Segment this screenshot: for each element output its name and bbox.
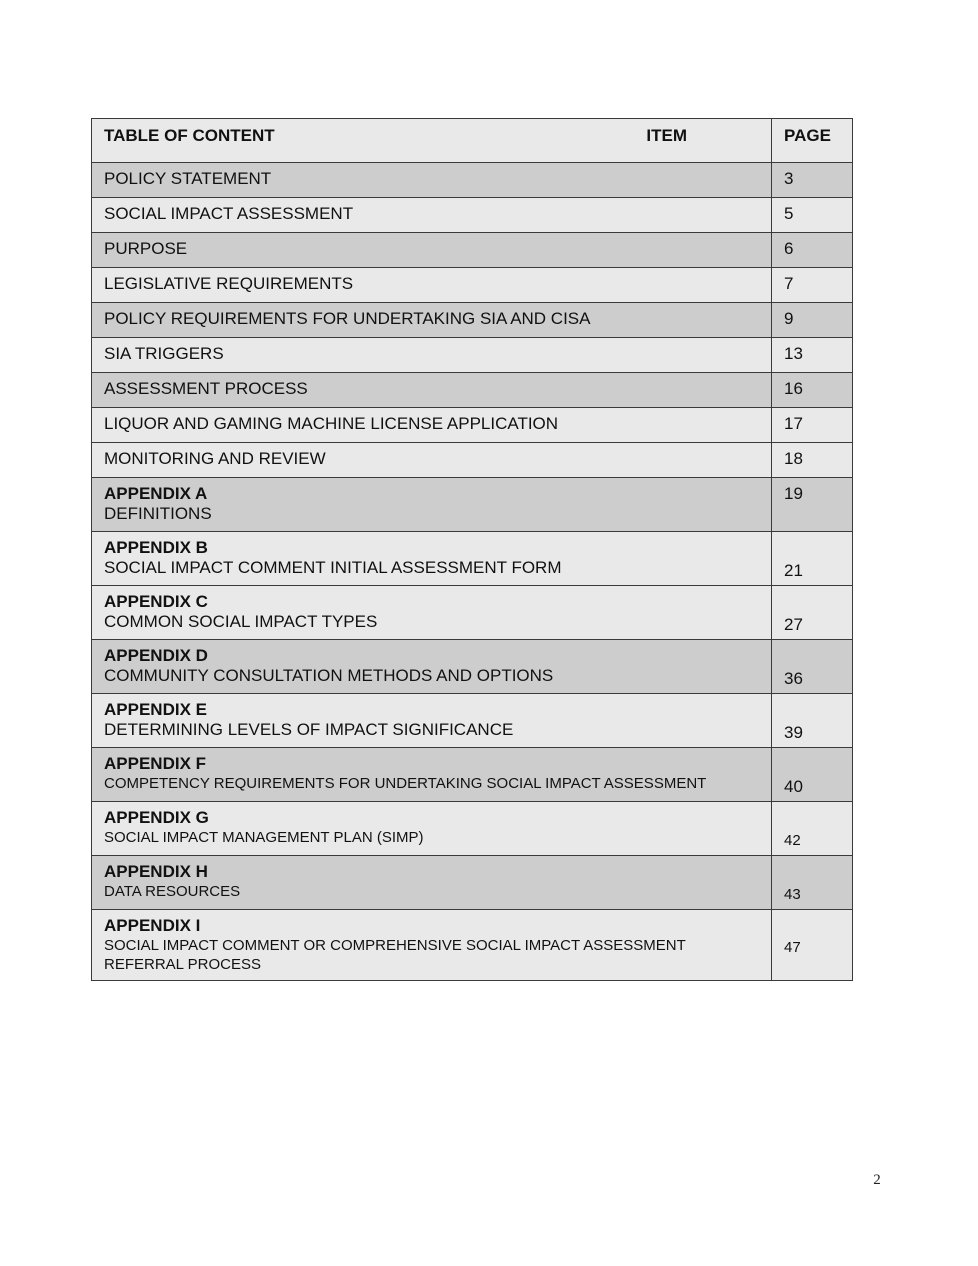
toc-appendix-row <box>92 694 853 748</box>
toc-row-page: 13 <box>772 338 853 373</box>
toc-appendix-row <box>92 856 853 910</box>
toc-row-page: 6 <box>772 233 853 268</box>
toc-row-page: 21 <box>772 532 853 586</box>
appendix-description: DATA RESOURCES <box>104 883 241 900</box>
toc-row <box>92 303 853 338</box>
toc-row <box>92 233 853 268</box>
toc-header-item-cell <box>92 119 772 163</box>
toc-row <box>92 443 853 478</box>
toc-appendix-cell <box>92 748 772 802</box>
appendix-description: COMMON SOCIAL IMPACT TYPES <box>104 612 378 631</box>
toc-row-page: 9 <box>772 303 853 338</box>
toc-row-page: 42 <box>772 802 853 856</box>
appendix-title: APPENDIX D <box>104 646 208 665</box>
appendix-title: APPENDIX B <box>104 538 208 557</box>
toc-row-page: 16 <box>772 373 853 408</box>
toc-row-page: 40 <box>772 748 853 802</box>
toc-row <box>92 408 853 443</box>
toc-item-column-label: ITEM <box>646 126 687 145</box>
toc-appendix-cell <box>92 856 772 910</box>
appendix-title: APPENDIX A <box>104 484 208 503</box>
toc-row-page: 3 <box>772 163 853 198</box>
appendix-description: SOCIAL IMPACT MANAGEMENT PLAN (SIMP) <box>104 829 424 846</box>
toc-appendix-row <box>92 586 853 640</box>
toc-appendix-row <box>92 640 853 694</box>
toc-row-page: 19 <box>772 478 853 532</box>
toc-row-label: LIQUOR AND GAMING MACHINE LICENSE APPLICATION <box>92 408 772 443</box>
appendix-description: SOCIAL IMPACT COMMENT INITIAL ASSESSMENT FORM <box>104 558 562 577</box>
toc-appendix-cell <box>92 910 772 981</box>
toc-appendix-cell <box>92 694 772 748</box>
toc-row-page: 7 <box>772 268 853 303</box>
appendix-description: SOCIAL IMPACT COMMENT OR COMPREHENSIVE SOCIAL IMPACT ASSESSMENT REFERRAL PROCESS <box>104 937 686 973</box>
appendix-title: APPENDIX C <box>104 592 208 611</box>
toc-row-page: 27 <box>772 586 853 640</box>
toc-appendix-cell <box>92 640 772 694</box>
appendix-title: APPENDIX F <box>104 754 207 773</box>
toc-appendix-row <box>92 478 853 532</box>
toc-row-label: POLICY STATEMENT <box>92 163 772 198</box>
toc-appendix-row <box>92 802 853 856</box>
toc-row-page: 39 <box>772 694 853 748</box>
toc-row-label: PURPOSE <box>92 233 772 268</box>
toc-appendix-cell <box>92 802 772 856</box>
toc-row-page: 36 <box>772 640 853 694</box>
toc-row-label: LEGISLATIVE REQUIREMENTS <box>92 268 772 303</box>
toc-page-column-label: PAGE <box>772 119 853 163</box>
appendix-title: APPENDIX H <box>104 862 208 881</box>
appendix-title: APPENDIX G <box>104 808 209 827</box>
appendix-title: APPENDIX I <box>104 916 201 935</box>
table-of-contents <box>91 118 853 981</box>
toc-row-page: 5 <box>772 198 853 233</box>
toc-row-label: ASSESSMENT PROCESS <box>92 373 772 408</box>
toc-row <box>92 338 853 373</box>
toc-appendix-cell <box>92 586 772 640</box>
toc-title: TABLE OF CONTENT <box>104 126 275 145</box>
toc-row-label: MONITORING AND REVIEW <box>92 443 772 478</box>
toc-row <box>92 373 853 408</box>
toc-row-label: POLICY REQUIREMENTS FOR UNDERTAKING SIA AND CISA <box>92 303 772 338</box>
toc-row-page: 43 <box>772 856 853 910</box>
toc-appendix-cell <box>92 532 772 586</box>
appendix-description: DETERMINING LEVELS OF IMPACT SIGNIFICANCE <box>104 720 514 739</box>
toc-row-page: 18 <box>772 443 853 478</box>
toc-row <box>92 163 853 198</box>
toc-row-label: SIA TRIGGERS <box>92 338 772 373</box>
toc-appendix-row <box>92 910 853 981</box>
toc-row-label: SOCIAL IMPACT ASSESSMENT <box>92 198 772 233</box>
appendix-title: APPENDIX E <box>104 700 207 719</box>
appendix-description: DEFINITIONS <box>104 504 212 523</box>
page-number: 2 <box>873 1172 881 1188</box>
appendix-description: COMPETENCY REQUIREMENTS FOR UNDERTAKING SOCIAL IMPACT ASSESSMENT <box>104 775 707 792</box>
toc-appendix-cell <box>92 478 772 532</box>
toc-row-page: 17 <box>772 408 853 443</box>
toc-row-page: 47 <box>772 910 853 981</box>
toc-row <box>92 198 853 233</box>
appendix-description: COMMUNITY CONSULTATION METHODS AND OPTIONS <box>104 666 554 685</box>
toc-appendix-row <box>92 748 853 802</box>
toc-appendix-row <box>92 532 853 586</box>
toc-row <box>92 268 853 303</box>
toc-header-row <box>92 119 853 163</box>
